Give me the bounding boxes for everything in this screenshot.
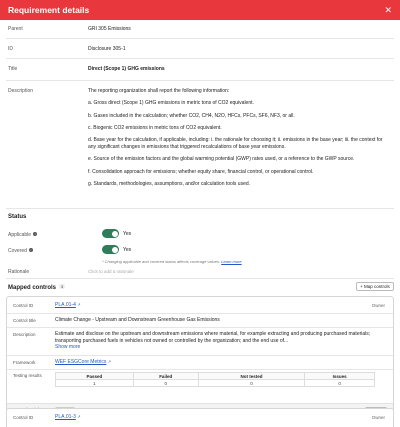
divider bbox=[6, 208, 394, 209]
testing-results-row bbox=[7, 369, 393, 391]
testing-header: Issues bbox=[305, 373, 375, 380]
applicable-toggle[interactable] bbox=[102, 229, 119, 238]
learn-more-link[interactable]: Learn more bbox=[221, 259, 242, 264]
owner-label: Owner bbox=[371, 415, 385, 420]
status-title: Status bbox=[8, 214, 27, 220]
control-id-label: Control ID bbox=[13, 415, 34, 420]
parent-row bbox=[0, 20, 400, 35]
description-line: a. Gross direct (Scope 1) GHG emissions in metric tons of CO2 equivalent. bbox=[88, 100, 254, 107]
testing-value: 0 bbox=[305, 380, 375, 387]
description-line: d. Base year for the calculation, if applicable, including: i. the rationale for choosing it; ii. emissions in the base year; iii. the context for any significant changes in emissions that triggered recalculations of base year emissions. bbox=[88, 137, 383, 150]
rationale-label: Rationale bbox=[8, 269, 30, 275]
control-card bbox=[6, 296, 394, 418]
count-badge: 3 bbox=[61, 284, 64, 289]
testing-header: Passed bbox=[56, 373, 134, 380]
external-link-icon: ↗ bbox=[77, 302, 81, 307]
title-label: Title bbox=[8, 66, 18, 72]
control-title-row bbox=[7, 313, 393, 327]
info-icon[interactable]: i bbox=[30, 248, 32, 252]
description-line: f. Consolidation approach for emissions; whether equity share, financial control, or operational control. bbox=[88, 168, 314, 175]
control-card bbox=[6, 408, 394, 427]
control-id-link[interactable]: PLA.01-3 ↗ bbox=[55, 414, 81, 420]
description-line: c. Biogenic CO2 emissions in metric tons of CO2 equivalent. bbox=[88, 124, 222, 131]
panel-content bbox=[0, 20, 400, 427]
show-more-link[interactable]: Show more bbox=[55, 344, 81, 350]
description-label: Description bbox=[8, 88, 34, 94]
mapped-controls-title: Mapped controls 3 bbox=[8, 284, 64, 291]
control-id-row bbox=[7, 413, 393, 425]
covered-value: Yes bbox=[123, 247, 132, 253]
control-id-label: Control ID bbox=[13, 303, 34, 308]
covered-label: Covered i bbox=[8, 248, 32, 254]
description-text bbox=[88, 88, 390, 193]
panel-title: Requirement details bbox=[8, 5, 90, 15]
testing-results-table bbox=[55, 372, 375, 387]
divider bbox=[6, 278, 394, 279]
applicable-value: Yes bbox=[123, 231, 132, 237]
testing-header: Not tested bbox=[198, 373, 305, 380]
map-controls-button[interactable]: + Map controls bbox=[356, 282, 394, 291]
owner-label: Owner bbox=[371, 303, 385, 308]
description-line: e. Source of the emission factors and the global warming potential (GWP) rates used, or a reference to the GWP source. bbox=[88, 156, 355, 163]
panel-header bbox=[0, 0, 400, 20]
control-title-label: Control title bbox=[13, 318, 36, 323]
testing-value: 1 bbox=[56, 380, 134, 387]
framework-label: Framework bbox=[13, 360, 36, 365]
control-id-link[interactable]: PLA.01-4 ↗ bbox=[55, 302, 81, 308]
description-line: b. Gases included in the calculation; whether CO2, CH4, N2O, HFCs, PFCs, SF6, NF3, or all. bbox=[88, 112, 295, 119]
control-id-row bbox=[7, 301, 393, 313]
description-line: The reporting organization shall report the following information: bbox=[88, 88, 230, 94]
control-description-row bbox=[7, 327, 393, 353]
rationale-input[interactable]: Click to add a rationale bbox=[88, 269, 134, 274]
testing-results-label: Testing results bbox=[13, 373, 42, 378]
control-description-label: Description bbox=[13, 332, 36, 337]
applicable-label: Applicable i bbox=[8, 232, 36, 238]
description-row bbox=[0, 80, 400, 212]
id-row bbox=[0, 38, 400, 56]
title-value: Direct (Scope 1) GHG emissions bbox=[88, 66, 165, 72]
framework-row bbox=[7, 355, 393, 369]
parent-value: GRI 305 Emissions bbox=[88, 26, 131, 32]
external-link-icon: ↗ bbox=[77, 414, 81, 419]
testing-value: 0 bbox=[133, 380, 198, 387]
status-note: * Changing applicable and covered status affects coverage values. Learn more bbox=[102, 259, 242, 264]
testing-value: 0 bbox=[198, 380, 305, 387]
id-value: Disclosure 305-1 bbox=[88, 46, 126, 52]
id-label: ID bbox=[8, 46, 13, 52]
testing-header: Failed bbox=[133, 373, 198, 380]
control-description-value: Estimate and disclose on the upstream and downstream emissions where material, for example extracting and producing purchased materials; transporting purchased fuels in vehicles not owned or controlled by the organization; and the end use of... Show more bbox=[55, 331, 371, 350]
control-title-value: Climate Change - Upstream and Downstream Greenhouse Gas Emissions bbox=[55, 317, 220, 323]
title-row bbox=[0, 58, 400, 78]
covered-toggle[interactable] bbox=[102, 245, 119, 254]
external-link-icon: ↗ bbox=[107, 359, 112, 364]
description-line: g. Standards, methodologies, assumptions, and/or calculation tools used. bbox=[88, 180, 251, 187]
info-icon[interactable]: i bbox=[34, 232, 36, 236]
close-icon[interactable]: ✕ bbox=[384, 4, 392, 15]
framework-link[interactable]: WEF ESGCore Metrics ↗ bbox=[55, 359, 112, 365]
parent-label: Parent bbox=[8, 26, 23, 32]
